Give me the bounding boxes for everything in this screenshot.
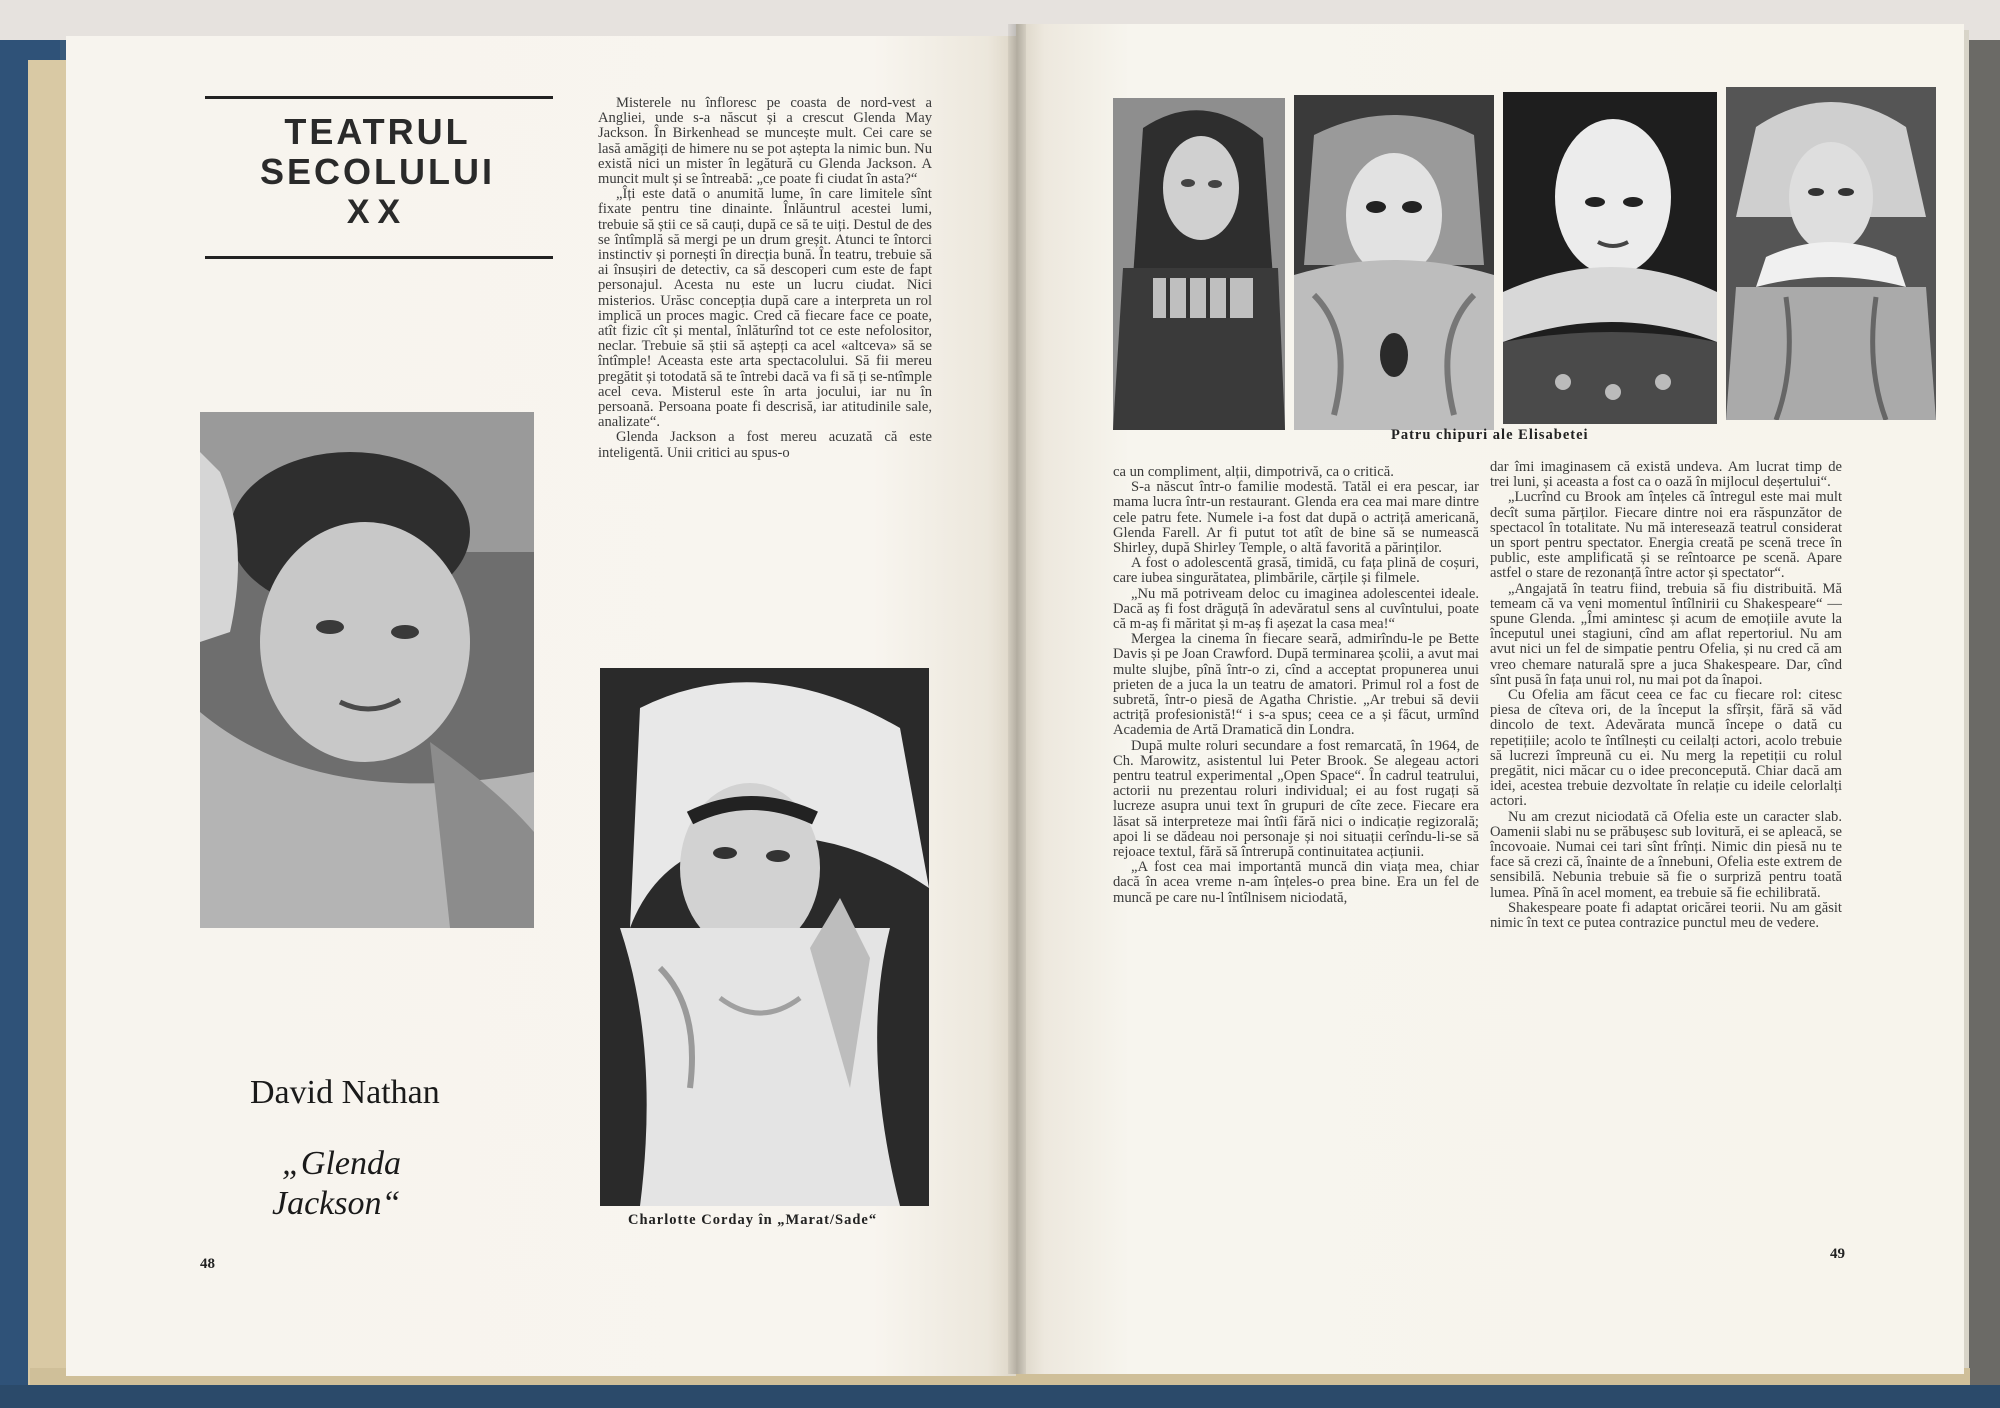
- paragraph: „Angajată în teatru fiind, trebuia să fiu distribuită. Mă temeam că va veni momentul întîlnirii cu Shakespeare“ — spune Glenda. „Îmi amintesc și acum de emoțiile avute la începutul unei stagiuni, cînd am aflat repertoriul. Nu am avut nici un fel de simpatie pentru Ofelia, și nu cred că am vreo chemare naturală spre a juca Shakespeare. Dar, cînd sînt pusă în fața unui rol, nu mai pot da înapoi.: [1490, 580, 1842, 688]
- paragraph: Shakespeare poate fi adaptat oricărei teorii. Nu am găsit nimic în text ce putea contrazice punctul meu de vedere.: [1490, 899, 1842, 932]
- article-column-right-2: [1490, 460, 1842, 1220]
- section-title: [205, 112, 550, 232]
- book-gutter: [1008, 24, 1026, 1374]
- paragraph: „A fost cea mai importantă muncă din viața mea, chiar dacă în acea vreme n-am înțeles-o prea bine. Era un fel de muncă pe care nu-l întîlnisem niciodată,: [1113, 859, 1479, 906]
- title-rule-top: [205, 96, 553, 99]
- elisabeta-photo-1: [1113, 98, 1285, 430]
- paragraph: Cu Ofelia am făcut ceea ce fac cu fiecare rol: citesc piesa de cîteva ori, de la început la sfîrșit, fără să văd dincolo de text. Adevărata muncă începe o dată cu repetițiile; acolo te întîlnești cu ceilalți actori, acolo trebuie să lucrezi împreună cu ei. Nu merg la repetiții cu rolul pregătit, nici măcar cu o idee preconcepută. Chiar dacă am idei, acestea trebuie dezvoltate în relație cu ideile celorlalți actori.: [1490, 687, 1842, 810]
- paragraph: Nu am crezut niciodată că Ofelia este un caracter slab. Oamenii slabi nu se prăbușesc sub lovitură, ei se apleacă, se încovoaie. Numai cei tari sînt frînți. Nimic din piesă nu te face să crezi că, înainte de a înnebuni, Ofelia este extrem de sensibilă. Nebunia trebuie să fie o surpriză pentru toată lumea. Pînă în acel moment, ea trebuie să fie echilibrată.: [1490, 808, 1842, 901]
- paragraph: Mergea la cinema în fiecare seară, admirîndu-le pe Bette Davis și pe Joan Crawford. După terminarea școlii, a avut mai multe slujbe, pînă într-o zi, cînd a acceptat propunerea unui prieten de a juca la un teatru de amatori. Primul rol a fost de subretă, într-o piesă de Agatha Christie. „Ar trebui să devii actriță profesionistă!“ i s-a spus; ceea ce a și făcut, urmînd Academia de Artă Dramatică din Londra.: [1113, 631, 1479, 739]
- charlotte-corday-photo: [600, 668, 929, 1206]
- work-title-line-1: „Glenda: [282, 1145, 401, 1182]
- elisabeta-photo-2: [1294, 95, 1494, 430]
- author-name: David Nathan: [250, 1074, 440, 1111]
- paragraph: S-a născut într-o familie modestă. Tatăl ei era pescar, iar mama lucra într-un restaurant. Glenda era cea mai mare dintre cele patru fete. Numele i-a fost dat după o actriță americană, Glenda Farell. Ar fi putut tot atît de bine să se numească Shirley, după Shirley Temple, o altă favorită a părinților.: [1113, 479, 1479, 557]
- title-rule-bottom: [205, 256, 553, 259]
- paragraph: Glenda Jackson a fost mereu acuzată că este inteligentă. Unii critici au spus-o: [598, 429, 932, 461]
- paragraph: A fost o adolescentă grasă, timidă, cu fața plină de coșuri, care iubea singurătatea, plimbările, cărțile și filmele.: [1113, 555, 1479, 587]
- paragraph: dar îmi imaginasem că există undeva. Am lucrat timp de trei luni, și aceasta a fost ca o oază în mijlocul deșertului“.: [1490, 460, 1842, 491]
- caption-charlotte: Charlotte Corday în „Marat/Sade“: [628, 1212, 878, 1228]
- section-title-line-2: SECOLULUI: [259, 151, 495, 192]
- page-number-right: 49: [1830, 1246, 1845, 1262]
- page-number-left: 48: [200, 1256, 215, 1272]
- elisabeta-photo-3: [1503, 92, 1717, 424]
- caption-elisabeta: Patru chipuri ale Elisabetei: [1391, 427, 1589, 443]
- paragraph: ca un compliment, alții, dimpotrivă, ca o critică.: [1113, 465, 1394, 480]
- article-column-left: [598, 96, 932, 646]
- book-cover-bottom: [0, 1385, 2000, 1408]
- section-title-line-3: XX: [346, 193, 409, 231]
- elisabeta-photo-4: [1726, 87, 1936, 420]
- glenda-portrait-photo: [200, 412, 534, 928]
- paragraph: „Nu mă potriveam deloc cu imaginea adolescentei ideale. Dacă aș fi fost drăguță în adevăratul sens al cuvîntului, poate că m-aș fi măritat și m-aș fi așezat la casa mea!“: [1113, 585, 1479, 633]
- paragraph: Misterele nu înfloresc pe coasta de nord-vest a Angliei, unde s-a născut și a crescut Glenda May Jackson. În Birkenhead se muncește mult. Cei care se lasă amăgiți de himere nu se pot aștepta la nimic bun. Nu există nici un mister în legătură cu Glenda Jackson. A muncit mult și se întreabă: „ce poate fi ciudat în asta?“: [598, 96, 932, 188]
- paragraph: „Îți este dată o anumită lume, în care limitele sînt fixate pentru tine dinainte. Înlăuntrul acestei lumi, trebuie să știi ce să cauți, după ce să te uiți. Destul de des se întîmplă să mergi pe un drum greșit. Atunci te întorci instinctiv și pornești în direcția bună. În teatru, trebuie să ai însușiri de detectiv, ca să descoperi cum este de fapt personajul. Acesta nu este un lucru ciudat. Nici misterios. Urăsc concepția după care a interpreta un rol implică un proces magic. Cred că fiecare face ce poate, atît fizic cît și mental, înlăturînd tot ce este nefolositor, neclar. Trebuie să știi să aștepți ca acel «altceva» să se întîmple! Aceasta este arta spectacolului. Să fii mereu pregătit și totodată să te întrebi dacă va fi să ți se-ntîmple acel ceva. Misterul este în arta jocului, iar nu în persoană. Persoana poate fi descrisă, iar atitudinile sale, analizate“.: [598, 186, 932, 431]
- article-column-right-1: [1113, 465, 1479, 1225]
- section-title-line-1: TEATRUL: [284, 111, 471, 152]
- paragraph: „Lucrînd cu Brook am înțeles că întregul este mai mult decît suma părților. Fiecare dintre noi era răspunzător de spectacol în totalitate. Nu mă interesează teatrul considerat un sport pentru spectator. Energia creată pe scenă trece în public, este amplificată și se reîntoarce pe scenă. Apare astfel o stare de rezonanță între actor și spectator“.: [1490, 489, 1842, 582]
- work-title: [272, 1144, 401, 1224]
- paragraph: După multe roluri secundare a fost remarcată, în 1964, de Ch. Marowitz, asistentul lui Peter Brook. Se alegeau actori pentru teatrul experimental „Open Space“. În cadrul teatrului, actorii nu prezentau roluri individual; ei au fost rugați să lucreze asupra unui text în grupuri de cîte zece. Fiecare era lăsat să interpreteze mai întîi fără nici o indicație regizorală; apoi li se dădeau noi personaje și noi situații cerîndu-li-se să rejoace textul, fără să întrerupă continuitatea acțiunii.: [1113, 737, 1479, 861]
- work-title-line-2: Jackson“: [272, 1185, 401, 1222]
